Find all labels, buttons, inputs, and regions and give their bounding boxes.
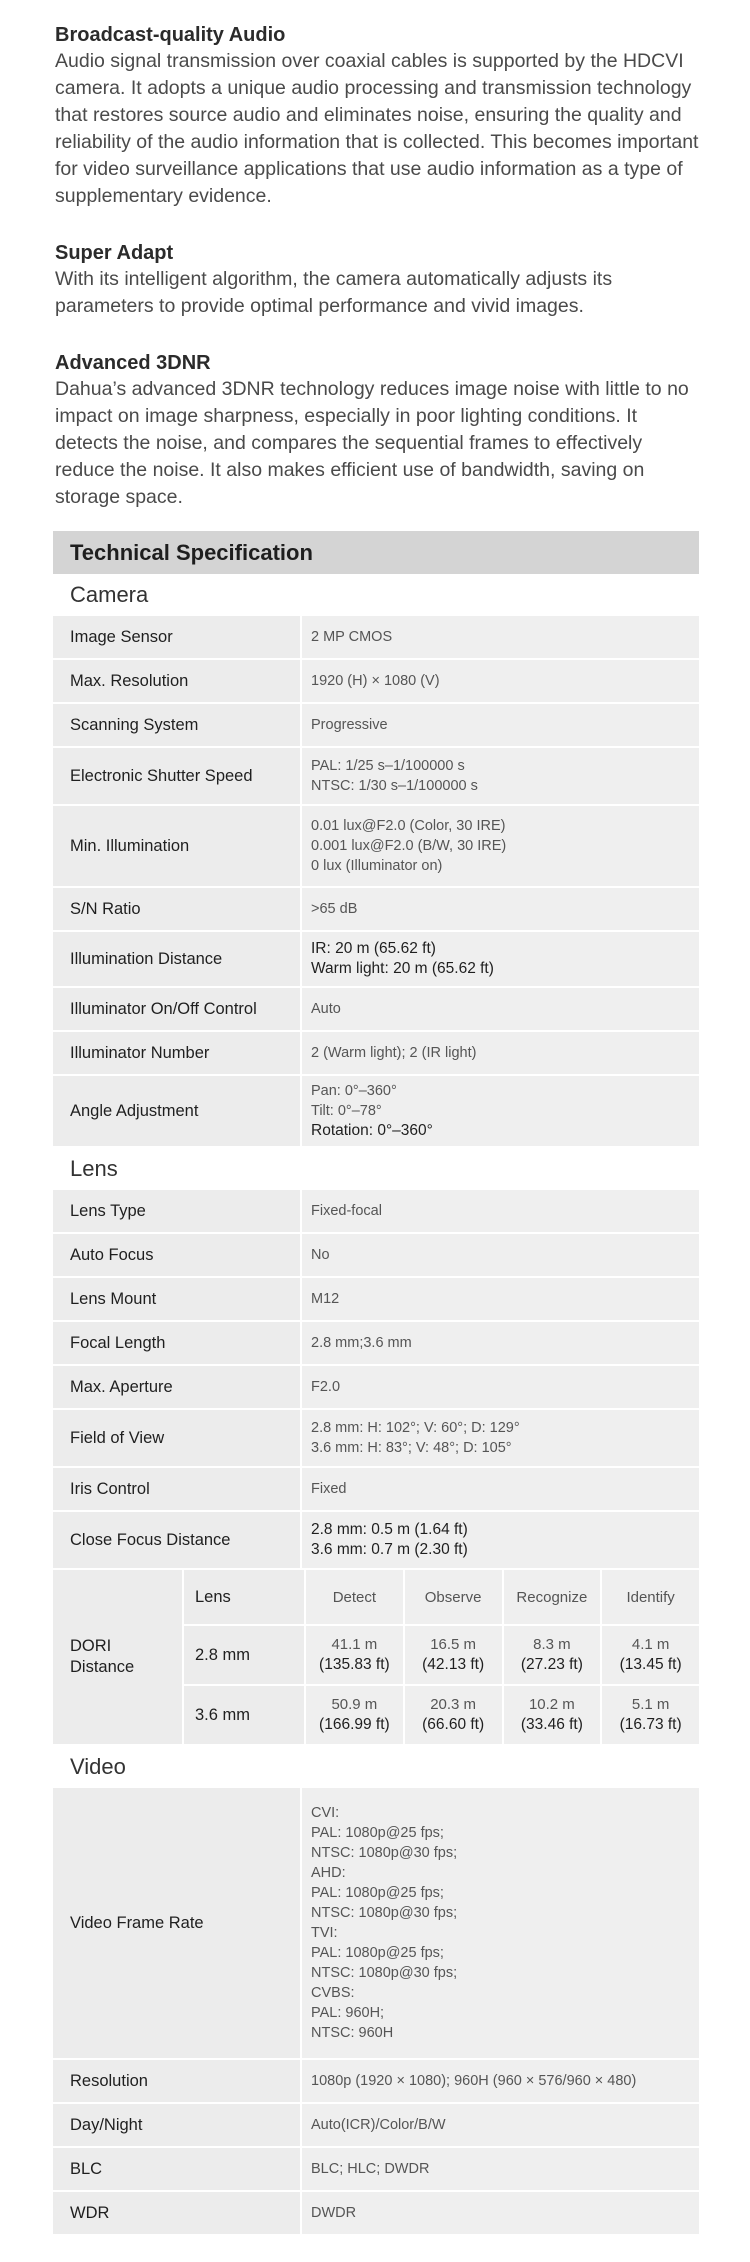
spec-row <box>53 932 699 988</box>
spec-row <box>53 888 699 932</box>
dori-feet: (166.99 ft) <box>319 1716 390 1733</box>
dori-header-row <box>53 1570 699 1626</box>
spec-value <box>300 1512 699 1570</box>
spec-value-line: NTSC: 1080p@30 fps; <box>311 1845 458 1861</box>
section-video-title: Video <box>53 1746 699 1788</box>
spec-value-line: F2.0 <box>311 1379 341 1395</box>
spec-value <box>300 1322 699 1366</box>
dori-meters: 50.9 m <box>331 1696 378 1713</box>
feature-title: Broadcast-quality Audio <box>55 24 286 46</box>
spec-value-line: PAL: 1080p@25 fps; <box>311 1945 444 1961</box>
spec-table <box>53 531 699 2236</box>
spec-value-line: TVI: <box>311 1925 338 1941</box>
feature-super-adapt <box>55 240 705 320</box>
spec-value-line: Warm light: 20 m (65.62 ft) <box>311 960 494 977</box>
spec-value <box>300 932 699 988</box>
dori-value-cell <box>502 1686 601 1746</box>
spec-row <box>53 988 699 1032</box>
spec-value-line: 2 (Warm light); 2 (IR light) <box>311 1045 477 1061</box>
video-table <box>53 1788 699 2236</box>
dori-header-cell: Lens <box>182 1570 304 1626</box>
spec-label: Close Focus Distance <box>53 1512 300 1570</box>
feature-title: Super Adapt <box>55 242 174 264</box>
spec-row <box>53 1190 699 1234</box>
spec-label: Focal Length <box>53 1322 300 1366</box>
spec-label: Electronic Shutter Speed <box>53 748 300 806</box>
spec-row <box>53 704 699 748</box>
spec-row <box>53 2148 699 2192</box>
section-lens-title: Lens <box>53 1148 699 1190</box>
spec-row <box>53 748 699 806</box>
spec-value <box>300 2060 699 2104</box>
spec-row <box>53 1076 699 1148</box>
spec-value <box>300 704 699 748</box>
dori-meters: 10.2 m <box>528 1696 575 1713</box>
spec-value-line: PAL: 1080p@25 fps; <box>311 1885 444 1901</box>
lens-table <box>53 1190 699 1570</box>
dori-meters: 8.3 m <box>533 1636 571 1653</box>
dori-label-text: DORI Distance <box>70 1637 135 1676</box>
feature-3dnr <box>55 350 705 511</box>
dori-header-cell: Detect <box>304 1570 403 1626</box>
spec-label: Illuminator On/Off Control <box>53 988 300 1032</box>
spec-label: Angle Adjustment <box>53 1076 300 1148</box>
dori-feet: (16.73 ft) <box>619 1716 682 1733</box>
spec-label: Resolution <box>53 2060 300 2104</box>
spec-value-line: 3.6 mm: H: 83°; V: 48°; D: 105° <box>311 1440 512 1456</box>
feature-list <box>55 22 705 541</box>
dori-value-cell <box>502 1626 601 1686</box>
spec-value <box>300 1076 699 1148</box>
spec-value-line: CVBS: <box>311 1985 355 2001</box>
dori-meters: 4.1 m <box>631 1636 670 1653</box>
feature-text: Dahua’s advanced 3DNR technology reduces image noise with little to no impact on image sharpness, especially in poor lighting conditions. It detects the noise, and compares the sequential frames to effectively reduce the noise. It also makes efficient use of bandwidth, saving on storage space. <box>55 378 689 508</box>
dori-value-cell <box>600 1626 699 1686</box>
spec-label: Iris Control <box>53 1468 300 1512</box>
spec-value-line: 1080p (1920 × 1080); 960H (960 × 576/960 × 480) <box>311 2073 637 2089</box>
spec-value-line: Progressive <box>311 717 388 733</box>
spec-row <box>53 1234 699 1278</box>
spec-value-line: 0.001 lux@F2.0 (B/W, 30 IRE) <box>311 838 507 854</box>
spec-value-line: 2 MP CMOS <box>311 629 393 645</box>
dori-meters: 41.1 m <box>331 1636 378 1653</box>
camera-table <box>53 616 699 1148</box>
dori-feet: (42.13 ft) <box>422 1656 485 1673</box>
dori-label <box>53 1570 182 1746</box>
spec-value-line: Fixed <box>311 1481 347 1497</box>
spec-label: S/N Ratio <box>53 888 300 932</box>
spec-row <box>53 2104 699 2148</box>
feature-title: Advanced 3DNR <box>55 352 211 374</box>
spec-value-line: 2.8 mm: H: 102°; V: 60°; D: 129° <box>311 1420 520 1436</box>
spec-row <box>53 1410 699 1468</box>
dori-header-cell: Identify <box>600 1570 699 1626</box>
dori-value-cell <box>403 1686 502 1746</box>
dori-header-cell: Recognize <box>502 1570 601 1626</box>
spec-value-line: BLC; HLC; DWDR <box>311 2161 430 2177</box>
spec-value-line: Auto <box>311 1001 341 1017</box>
spec-value <box>300 2148 699 2192</box>
dori-value-cell <box>304 1626 403 1686</box>
spec-row <box>53 1032 699 1076</box>
dori-table <box>53 1570 699 1746</box>
spec-value-line: DWDR <box>311 2205 357 2221</box>
dori-header-cell: Observe <box>403 1570 502 1626</box>
spec-value-line: 2.8 mm;3.6 mm <box>311 1335 412 1351</box>
spec-label: Auto Focus <box>53 1234 300 1278</box>
spec-label: Illuminator Number <box>53 1032 300 1076</box>
spec-value-line: M12 <box>311 1291 340 1307</box>
spec-row <box>53 1278 699 1322</box>
spec-title: Technical Specification <box>53 531 699 574</box>
dori-feet: (13.45 ft) <box>619 1656 682 1673</box>
spec-value <box>300 1788 699 2060</box>
spec-row <box>53 806 699 888</box>
spec-value <box>300 1468 699 1512</box>
dori-lens-cell: 2.8 mm <box>182 1626 304 1686</box>
spec-value-line: Tilt: 0°–78° <box>311 1103 382 1119</box>
dori-value-cell <box>403 1626 502 1686</box>
dori-meters: 16.5 m <box>430 1636 477 1653</box>
spec-value <box>300 806 699 888</box>
spec-row <box>53 1322 699 1366</box>
spec-value-line: 0.01 lux@F2.0 (Color, 30 IRE) <box>311 818 506 834</box>
spec-value-line: 2.8 mm: 0.5 m (1.64 ft) <box>311 1521 468 1538</box>
spec-value <box>300 2192 699 2236</box>
spec-label: Illumination Distance <box>53 932 300 988</box>
spec-label: Max. Aperture <box>53 1366 300 1410</box>
spec-value-line: PAL: 1/25 s–1/100000 s <box>311 758 465 774</box>
dori-feet: (135.83 ft) <box>319 1656 390 1673</box>
spec-value-line: PAL: 1080p@25 fps; <box>311 1825 444 1841</box>
spec-value <box>300 1410 699 1468</box>
spec-label: Field of View <box>53 1410 300 1468</box>
spec-value-line: IR: 20 m (65.62 ft) <box>311 940 436 957</box>
spec-value <box>300 1366 699 1410</box>
spec-label: Day/Night <box>53 2104 300 2148</box>
spec-value-line: 3.6 mm: 0.7 m (2.30 ft) <box>311 1541 468 1558</box>
spec-label: Min. Illumination <box>53 806 300 888</box>
spec-value <box>300 1032 699 1076</box>
spec-row <box>53 660 699 704</box>
spec-value-line: Pan: 0°–360° <box>311 1083 397 1099</box>
spec-value-line: Fixed-focal <box>311 1203 382 1219</box>
feature-text: With its intelligent algorithm, the camera automatically adjusts its parameters to provide optimal performance and vivid images. <box>55 268 613 317</box>
spec-label: Video Frame Rate <box>53 1788 300 2060</box>
spec-value-line: NTSC: 960H <box>311 2025 394 2041</box>
spec-value-line: >65 dB <box>311 901 358 917</box>
spec-value <box>300 1234 699 1278</box>
feature-text: Audio signal transmission over coaxial cables is supported by the HDCVI camera. It adopts a unique audio processing and transmission technology that restores source audio and eliminates noise, ensuring the quality and reliability of the audio information that is collected. This becomes important for video surveillance applications that use audio information as a type of supplementary evidence. <box>55 50 699 207</box>
spec-label: Scanning System <box>53 704 300 748</box>
dori-feet: (33.46 ft) <box>520 1716 583 1733</box>
spec-value <box>300 616 699 660</box>
dori-feet: (66.60 ft) <box>422 1716 485 1733</box>
spec-row <box>53 2060 699 2104</box>
spec-row <box>53 2192 699 2236</box>
spec-value <box>300 1278 699 1322</box>
spec-row <box>53 1468 699 1512</box>
spec-value <box>300 1190 699 1234</box>
spec-value <box>300 660 699 704</box>
section-camera-title: Camera <box>53 574 699 616</box>
spec-label: Lens Type <box>53 1190 300 1234</box>
spec-value <box>300 2104 699 2148</box>
spec-value-line: PAL: 960H; <box>311 2005 385 2021</box>
spec-value-line: AHD: <box>311 1865 346 1881</box>
spec-value-line: 0 lux (Illuminator on) <box>311 858 443 874</box>
spec-value-line: NTSC: 1080p@30 fps; <box>311 1965 458 1981</box>
dori-meters: 5.1 m <box>631 1696 670 1713</box>
spec-value <box>300 748 699 806</box>
dori-feet: (27.23 ft) <box>520 1656 583 1673</box>
spec-value-line: Rotation: 0°–360° <box>311 1122 433 1139</box>
spec-value-line: NTSC: 1/30 s–1/100000 s <box>311 778 478 794</box>
spec-value-line: Auto(ICR)/Color/B/W <box>311 2117 446 2133</box>
spec-row <box>53 616 699 660</box>
spec-value-line: 1920 (H) × 1080 (V) <box>311 673 440 689</box>
dori-value-cell <box>304 1686 403 1746</box>
dori-meters: 20.3 m <box>430 1696 477 1713</box>
spec-row <box>53 1788 699 2060</box>
spec-label: Lens Mount <box>53 1278 300 1322</box>
spec-label: BLC <box>53 2148 300 2192</box>
spec-row <box>53 1512 699 1570</box>
feature-audio <box>55 22 705 210</box>
spec-value <box>300 888 699 932</box>
spec-label: Image Sensor <box>53 616 300 660</box>
dori-lens-cell: 3.6 mm <box>182 1686 304 1746</box>
spec-value-line: CVI: <box>311 1805 340 1821</box>
spec-label: Max. Resolution <box>53 660 300 704</box>
spec-value-line: NTSC: 1080p@30 fps; <box>311 1905 458 1921</box>
spec-value <box>300 988 699 1032</box>
dori-value-cell <box>600 1686 699 1746</box>
spec-value-line: No <box>311 1247 330 1263</box>
spec-label: WDR <box>53 2192 300 2236</box>
spec-row <box>53 1366 699 1410</box>
